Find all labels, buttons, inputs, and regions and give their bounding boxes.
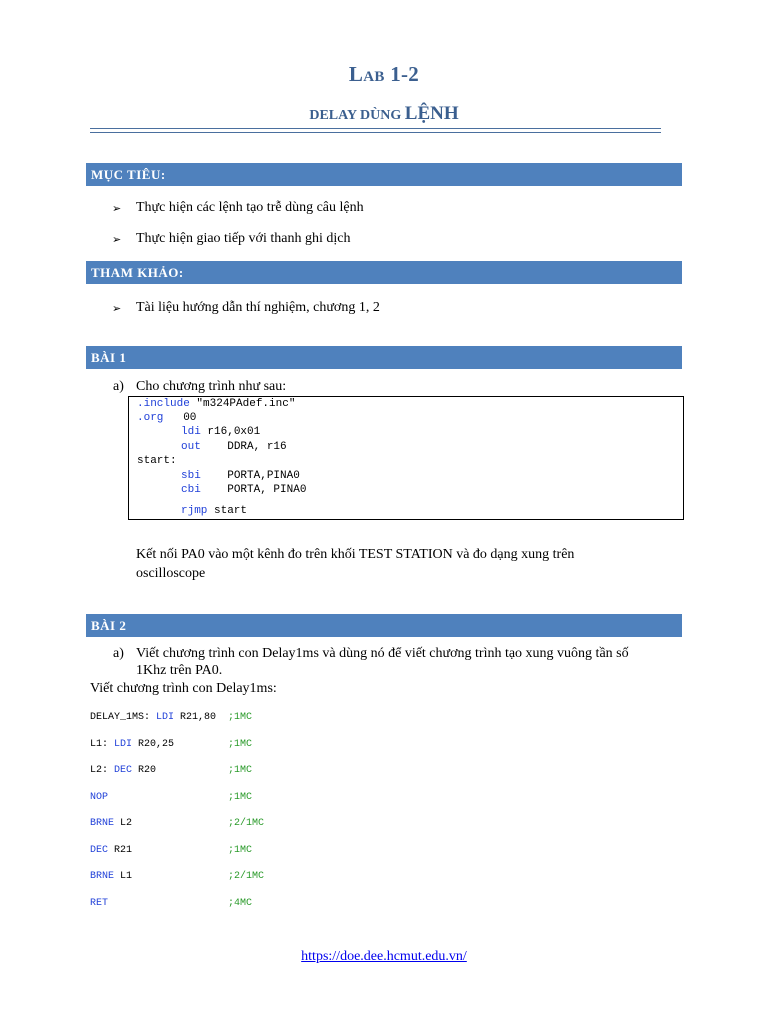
- exercise-1-item-text: Cho chương trình như sau:: [136, 379, 287, 394]
- asm-keyword: BRNE: [90, 818, 115, 829]
- code-line-4: [181, 441, 287, 453]
- code-keyword: .include: [137, 398, 190, 410]
- asm-keyword: LDI: [156, 712, 175, 723]
- asm-line-5: [90, 818, 132, 829]
- asm-line-4: [90, 792, 108, 803]
- exercise-2-intro: Viết chương trình con Delay1ms:: [90, 681, 277, 696]
- lab-title: Lab 1-2: [348, 62, 420, 86]
- arrow-bullet-icon: ➢: [112, 303, 122, 315]
- exercise-1-heading: BÀI 1: [86, 346, 682, 369]
- code-line-2: [137, 412, 196, 424]
- asm-operands: R21,80: [174, 712, 217, 723]
- asm-comment-8: ;4MC: [228, 898, 253, 909]
- footer-link[interactable]: https://doe.dee.hcmut.edu.vn/: [301, 949, 467, 964]
- title-rule-bottom: [90, 132, 661, 133]
- objective-heading: MỤC TIÊU:: [86, 163, 682, 186]
- arrow-bullet-icon: ➢: [112, 234, 122, 246]
- code-keyword: out: [181, 441, 201, 453]
- asm-keyword: DEC: [114, 765, 133, 776]
- asm-comment-2: ;1MC: [228, 739, 253, 750]
- asm-operands: L2: [114, 818, 133, 829]
- bullet-text: Thực hiện các lệnh tạo trễ dùng câu lệnh: [136, 200, 364, 215]
- title-rule-top: [90, 128, 661, 129]
- code-line-3: [181, 426, 260, 438]
- asm-operands: R20: [132, 765, 157, 776]
- asm-operands: R20,25: [132, 739, 175, 750]
- asm-keyword: LDI: [114, 739, 133, 750]
- footer: [0, 947, 768, 965]
- asm-label: L1:: [90, 739, 115, 750]
- asm-keyword: BRNE: [90, 871, 115, 882]
- code-line-8: [181, 505, 247, 517]
- reference-bullet-1: [0, 300, 768, 320]
- objective-bullet-1: [0, 200, 768, 220]
- asm-comment-5: ;2/1MC: [228, 818, 265, 829]
- asm-keyword: DEC: [90, 845, 109, 856]
- code-text: 00: [163, 412, 197, 424]
- code-text: PORTA,PINA0: [200, 470, 300, 482]
- objective-bullet-2: [0, 231, 768, 251]
- asm-line-3: [90, 765, 156, 776]
- asm-line-8: [90, 898, 108, 909]
- code-keyword: sbi: [181, 470, 201, 482]
- asm-keyword: NOP: [90, 792, 109, 803]
- exercise-2-item-line-2: 1Khz trên PA0.: [136, 663, 223, 678]
- exercise-2-item-line-1: Viết chương trình con Delay1ms và dùng nó để viết chương trình tạo xung vuông tần số: [136, 646, 629, 661]
- code-keyword: rjmp: [181, 505, 208, 517]
- exercise-1-item-marker: a): [113, 379, 124, 394]
- code-listing-box: [128, 396, 684, 520]
- asm-keyword: RET: [90, 898, 109, 909]
- asm-line-7: [90, 871, 132, 882]
- asm-label: DELAY_1MS:: [90, 712, 157, 723]
- asm-operands: R21: [108, 845, 133, 856]
- lab-subtitle: [0, 103, 768, 125]
- code-line-1: [137, 398, 295, 410]
- subtitle-prefix: DELAY DÙNG: [309, 108, 405, 123]
- code-text: start: [207, 505, 248, 517]
- asm-comment-6: ;1MC: [228, 845, 253, 856]
- asm-line-6: [90, 845, 132, 856]
- asm-comment-7: ;2/1MC: [228, 871, 265, 882]
- arrow-bullet-icon: ➢: [112, 203, 122, 215]
- code-text: PORTA, PINA0: [200, 484, 307, 496]
- code-keyword: .org: [137, 412, 164, 424]
- code-text: r16,0x01: [200, 426, 261, 438]
- asm-line-2: [90, 739, 174, 750]
- reference-heading: THAM KHẢO:: [86, 261, 682, 284]
- exercise-1-instruction-line-1: Kết nối PA0 vào một kênh đo trên khối TEST STATION và đo dạng xung trên: [136, 547, 575, 562]
- asm-label: L2:: [90, 765, 115, 776]
- asm-line-1: [90, 712, 216, 723]
- asm-operands: L1: [114, 871, 133, 882]
- bullet-text: Thực hiện giao tiếp với thanh ghi dịch: [136, 231, 351, 246]
- code-line-5: start:: [137, 455, 177, 467]
- exercise-2-heading: BÀI 2: [86, 614, 682, 637]
- asm-comment-4: ;1MC: [228, 792, 253, 803]
- code-keyword: cbi: [181, 484, 201, 496]
- code-line-7: [181, 484, 306, 496]
- exercise-2-item-marker: a): [113, 646, 124, 661]
- asm-comment-1: ;1MC: [228, 712, 253, 723]
- subtitle-emphasis: LỆNH: [404, 103, 459, 124]
- code-text: DDRA, r16: [200, 441, 287, 453]
- code-line-6: [181, 470, 300, 482]
- bullet-text: Tài liệu hướng dẫn thí nghiệm, chương 1, 2: [136, 300, 380, 315]
- asm-comment-3: ;1MC: [228, 765, 253, 776]
- code-keyword: ldi: [181, 426, 201, 438]
- exercise-1-instruction-line-2: oscilloscope: [136, 566, 206, 581]
- code-text: "m324PAdef.inc": [189, 398, 296, 410]
